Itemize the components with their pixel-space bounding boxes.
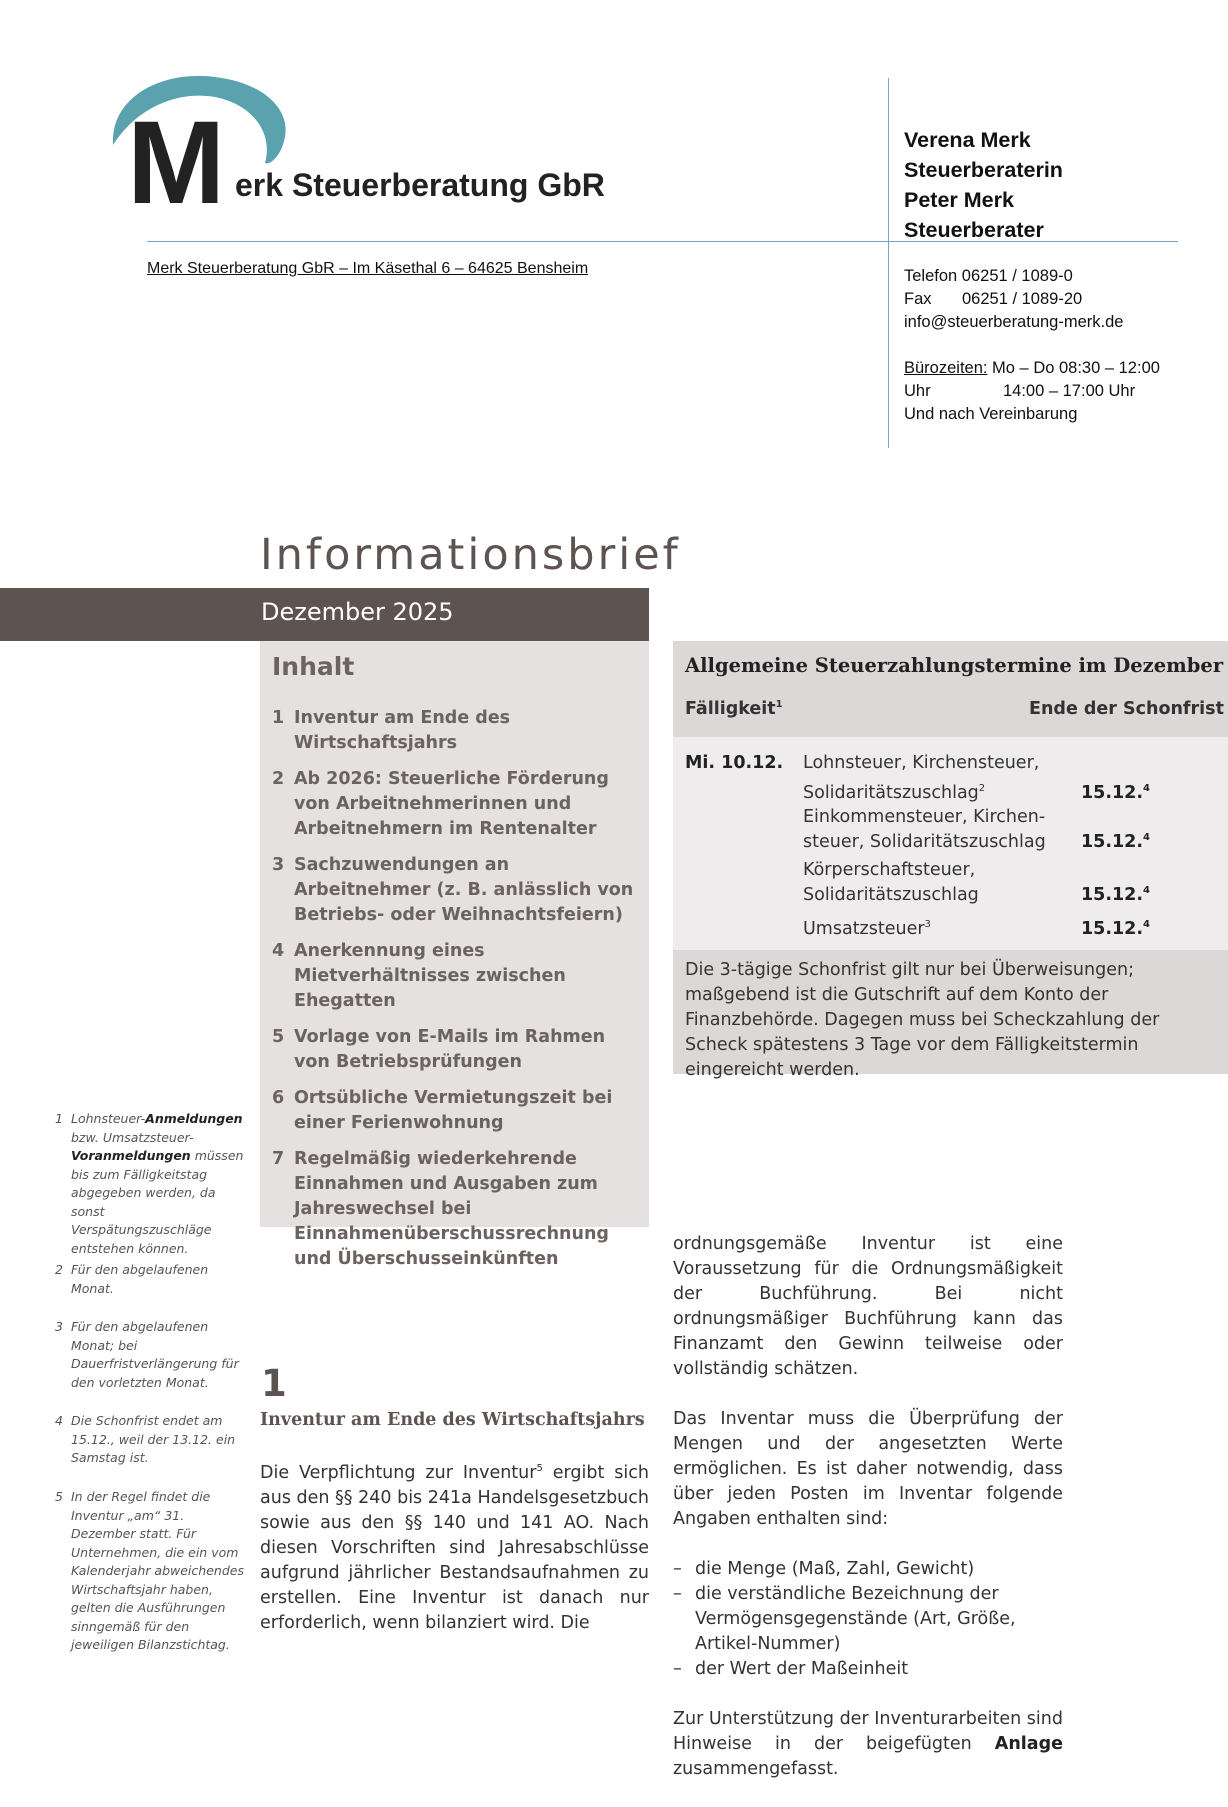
footnote-text: Die Schonfrist endet am 15.12., weil der 13.12. ein Samstag ist.: [71, 1413, 236, 1465]
paragraph-emphasis: Anlage: [994, 1734, 1063, 1754]
advisor-role-2: Steuerberater: [904, 218, 1044, 242]
fax-number: 06251 / 1089-20: [962, 290, 1083, 308]
contents-item-text: Ortsübliche Vermietungszeit bei einer Ferienwohnung: [294, 1088, 613, 1133]
section-number: 1: [261, 1362, 287, 1405]
contents-item[interactable]: [272, 939, 644, 1014]
paragraph-continued: ordnungsgemäße Inventur ist eine Voraussetzung für die Ordnungsmäßigkeit der Buchführung. Bei nicht ordnungsmäßiger Buchführung kann das Finanzamt den Gewinn teilweise oder vollständig schätzen.: [673, 1234, 1063, 1379]
paragraph-text: zusammengefasst.: [673, 1759, 839, 1779]
footnote-text: bzw. Umsatzsteuer-: [71, 1129, 194, 1145]
tax-row-due-date: 15.12.: [1081, 885, 1144, 905]
contents-item-number: 6: [272, 1088, 285, 1108]
footnote-ref: 2: [978, 783, 986, 794]
page-title: Informationsbrief: [260, 530, 681, 580]
contents-list: [272, 706, 644, 1283]
paragraph: Das Inventar muss die Überprüfung der Mengen und der angesetzten Werte ermöglichen. Es ist daher notwendig, dass über jeden Posten im Inventar folgende Angaben enthalten sind:: [673, 1409, 1063, 1529]
tax-note: Die 3-tägige Schonfrist gilt nur bei Überweisungen; maßgebend ist die Gutschrift auf dem Konto der Finanzbehörde. Dagegen muss bei Scheckzahlung der Scheck spätestens 3 Tage vor dem Fälligkeitstermin eingereicht werden.: [685, 960, 1160, 1080]
footnote-ref: 5: [536, 1463, 543, 1474]
footnote-ref: 3: [924, 919, 931, 930]
tax-row: [803, 912, 1223, 942]
tax-row-line2: Solidaritätszuschlag: [803, 782, 979, 803]
footnote-ref: 4: [1143, 832, 1150, 844]
tax-row-line1: Einkommensteuer, Kirchen-: [803, 807, 1046, 827]
contents-item-number: 1: [272, 708, 285, 728]
contents-item-text: Inventur am Ende des Wirtschaftsjahrs: [294, 708, 511, 753]
tax-row-due-date: 15.12.: [1081, 782, 1144, 803]
section-column-2: [673, 1232, 1063, 1807]
footnote-ref: 4: [1143, 919, 1150, 930]
footnote: [55, 1261, 245, 1298]
contents-item[interactable]: [272, 853, 644, 928]
footnote-text: In der Regel findet die Inventur „am“ 31. Dezember statt. Für Unternehmen, die ein vom Kalenderjahr abweichendes Wirtschaftsjahr haben, gelten die Ausführungen sinngemäß für den jeweiligen Bilanzstichtag.: [71, 1489, 244, 1652]
phone: Telefon 06251 / 1089-0: [904, 267, 1073, 285]
list-item: – der Wert der Maßeinheit: [673, 1657, 1063, 1682]
tax-row-due: [1081, 878, 1150, 908]
fax-label: Fax: [904, 290, 932, 308]
contents-item[interactable]: [272, 1025, 644, 1075]
footnote-number: 1: [55, 1111, 63, 1126]
tax-row: [803, 805, 1223, 855]
office-hours: [904, 357, 1160, 380]
office-hours-uhr: Uhr: [904, 382, 931, 400]
contents-item-number: 7: [272, 1149, 285, 1169]
footnote-number: 5: [55, 1489, 63, 1504]
footnote-text: Für den abgelaufenen Monat.: [71, 1262, 209, 1296]
footnote-text: Lohnsteuer-: [71, 1111, 146, 1126]
advisor-names: [904, 125, 1063, 245]
footnote-number: 4: [55, 1413, 63, 1428]
office-hours-line1: Mo – Do 08:30 – 12:00: [987, 359, 1160, 377]
paragraph: [673, 1707, 1063, 1782]
section-column-1: [260, 1456, 649, 1636]
contents-item[interactable]: [272, 1147, 644, 1272]
tax-row-line1: Körperschaftsteuer,: [803, 860, 976, 880]
brand-name: erk Steuerberatung GbR: [235, 167, 605, 203]
inventory-list: [673, 1557, 1063, 1682]
tax-col-grace: Ende der Schonfrist: [1029, 699, 1224, 719]
tax-col-due-label: Fälligkeit: [685, 699, 776, 719]
tax-col-due: [685, 699, 783, 719]
contents-heading: Inhalt: [272, 652, 355, 681]
contact-block: [904, 265, 1160, 426]
footnote: [55, 1318, 245, 1392]
contents-item-text: Anerkennung eines Mietverhältnisses zwischen Ehegatten: [294, 941, 566, 1011]
tax-row-line2: steuer, Solidaritätszuschlag: [803, 832, 1046, 852]
contents-item-number: 5: [272, 1027, 285, 1047]
footnote-ref: 4: [1143, 783, 1150, 794]
footnote-ref: 4: [1143, 885, 1150, 897]
email-link[interactable]: info@steuerberatung-merk.de: [904, 313, 1124, 331]
logo-letter: M: [127, 97, 226, 210]
tax-row-due-date: 15.12.: [1081, 918, 1144, 939]
contents-item[interactable]: [272, 1086, 644, 1136]
footnote-emphasis: Anmeldungen: [145, 1111, 243, 1126]
tax-row-line2: Solidaritätszuschlag: [803, 885, 979, 905]
contents-item[interactable]: [272, 706, 644, 756]
tax-table-title: Allgemeine Steuerzahlungstermine im Dezember: [685, 654, 1224, 677]
office-hours-line3: Und nach Vereinbarung: [904, 405, 1078, 423]
tax-row-due: [1081, 912, 1150, 942]
list-item: – die Menge (Maß, Zahl, Gewicht): [673, 1557, 1063, 1582]
paragraph-text: ergibt sich aus den §§ 240 bis 241a Handelsgesetzbuch sowie aus den §§ 140 und 141 AO. Nach diesen Vorschriften sind Jahresabschlüsse aufgrund jährlicher Bestandsaufnahmen zu erstellen. Eine Inventur ist danach nur erforderlich, wenn bilanziert wird. Die: [260, 1462, 649, 1633]
advisor-role-1: Steuerberaterin: [904, 158, 1063, 182]
fax: [904, 288, 1160, 311]
tax-row-due: [1081, 776, 1150, 806]
list-item: – die verständliche Bezeichnung der Vermögensgegenstände (Art, Größe, Artikel-Nummer): [673, 1582, 1063, 1657]
contents-item[interactable]: [272, 767, 644, 842]
office-hours-afternoon: 14:00 – 17:00 Uhr: [1003, 382, 1136, 400]
advisor-name-2: Peter Merk: [904, 188, 1014, 212]
contents-item-number: 3: [272, 855, 285, 875]
contents-item-text: Ab 2026: Steuerliche Förderung von Arbeitnehmerinnen und Arbeitnehmern im Rentenalter: [294, 769, 609, 839]
contents-item-text: Regelmäßig wiederkehrende Einnahmen und Ausgaben zum Jahreswechsel bei Einnahmenüberschussrechnung und Überschusseinkünften: [294, 1149, 609, 1269]
tax-row-line1: Lohnsteuer, Kirchensteuer,: [803, 753, 1040, 773]
section-title: Inventur am Ende des Wirtschaftsjahrs: [260, 1410, 645, 1430]
contents-item-number: 2: [272, 769, 285, 789]
footnote-text: müssen bis zum Fälligkeitstag abgegeben werden, da sonst Verspätungszuschläge entstehen können.: [71, 1148, 244, 1256]
contents-item-text: Vorlage von E-Mails im Rahmen von Betriebsprüfungen: [294, 1027, 606, 1072]
tax-row-line2: Umsatzsteuer: [803, 918, 925, 939]
footnote-number: 2: [55, 1262, 63, 1277]
advisor-name-1: Verena Merk: [904, 128, 1031, 152]
tax-row-due: [1081, 825, 1150, 855]
tax-row-due-date: 15.12.: [1081, 832, 1144, 852]
paragraph-text: Die Verpflichtung zur Inventur: [260, 1462, 537, 1483]
office-hours-label: Bürozeiten:: [904, 359, 988, 377]
tax-row: [803, 751, 1223, 806]
sender-address: Merk Steuerberatung GbR – Im Käsethal 6 – 64625 Bensheim: [147, 260, 589, 277]
contents-item-number: 4: [272, 941, 285, 961]
tax-due-date: Mi. 10.12.: [685, 753, 784, 773]
footnote-ref: 1: [775, 699, 783, 711]
footnote-text: Für den abgelaufenen Monat; bei Dauerfristverlängerung für den vorletzten Monat.: [71, 1319, 239, 1390]
footnote-number: 3: [55, 1319, 63, 1334]
issue-date: Dezember 2025: [261, 598, 454, 626]
header-divider: [888, 78, 889, 448]
footnote: [55, 1412, 245, 1468]
footnote-emphasis: Voranmeldungen: [71, 1148, 191, 1163]
contents-item-text: Sachzuwendungen an Arbeitnehmer (z. B. anlässlich von Betriebs- oder Weihnachtsfeiern): [294, 855, 634, 925]
footnote: [55, 1110, 245, 1258]
paragraph-text: Zur Unterstützung der Inventurarbeiten sind Hinweise in der beigefügten: [673, 1709, 1063, 1754]
footnote: [55, 1488, 245, 1655]
tax-row: [803, 858, 1223, 908]
office-hours-line2: [904, 380, 1160, 403]
